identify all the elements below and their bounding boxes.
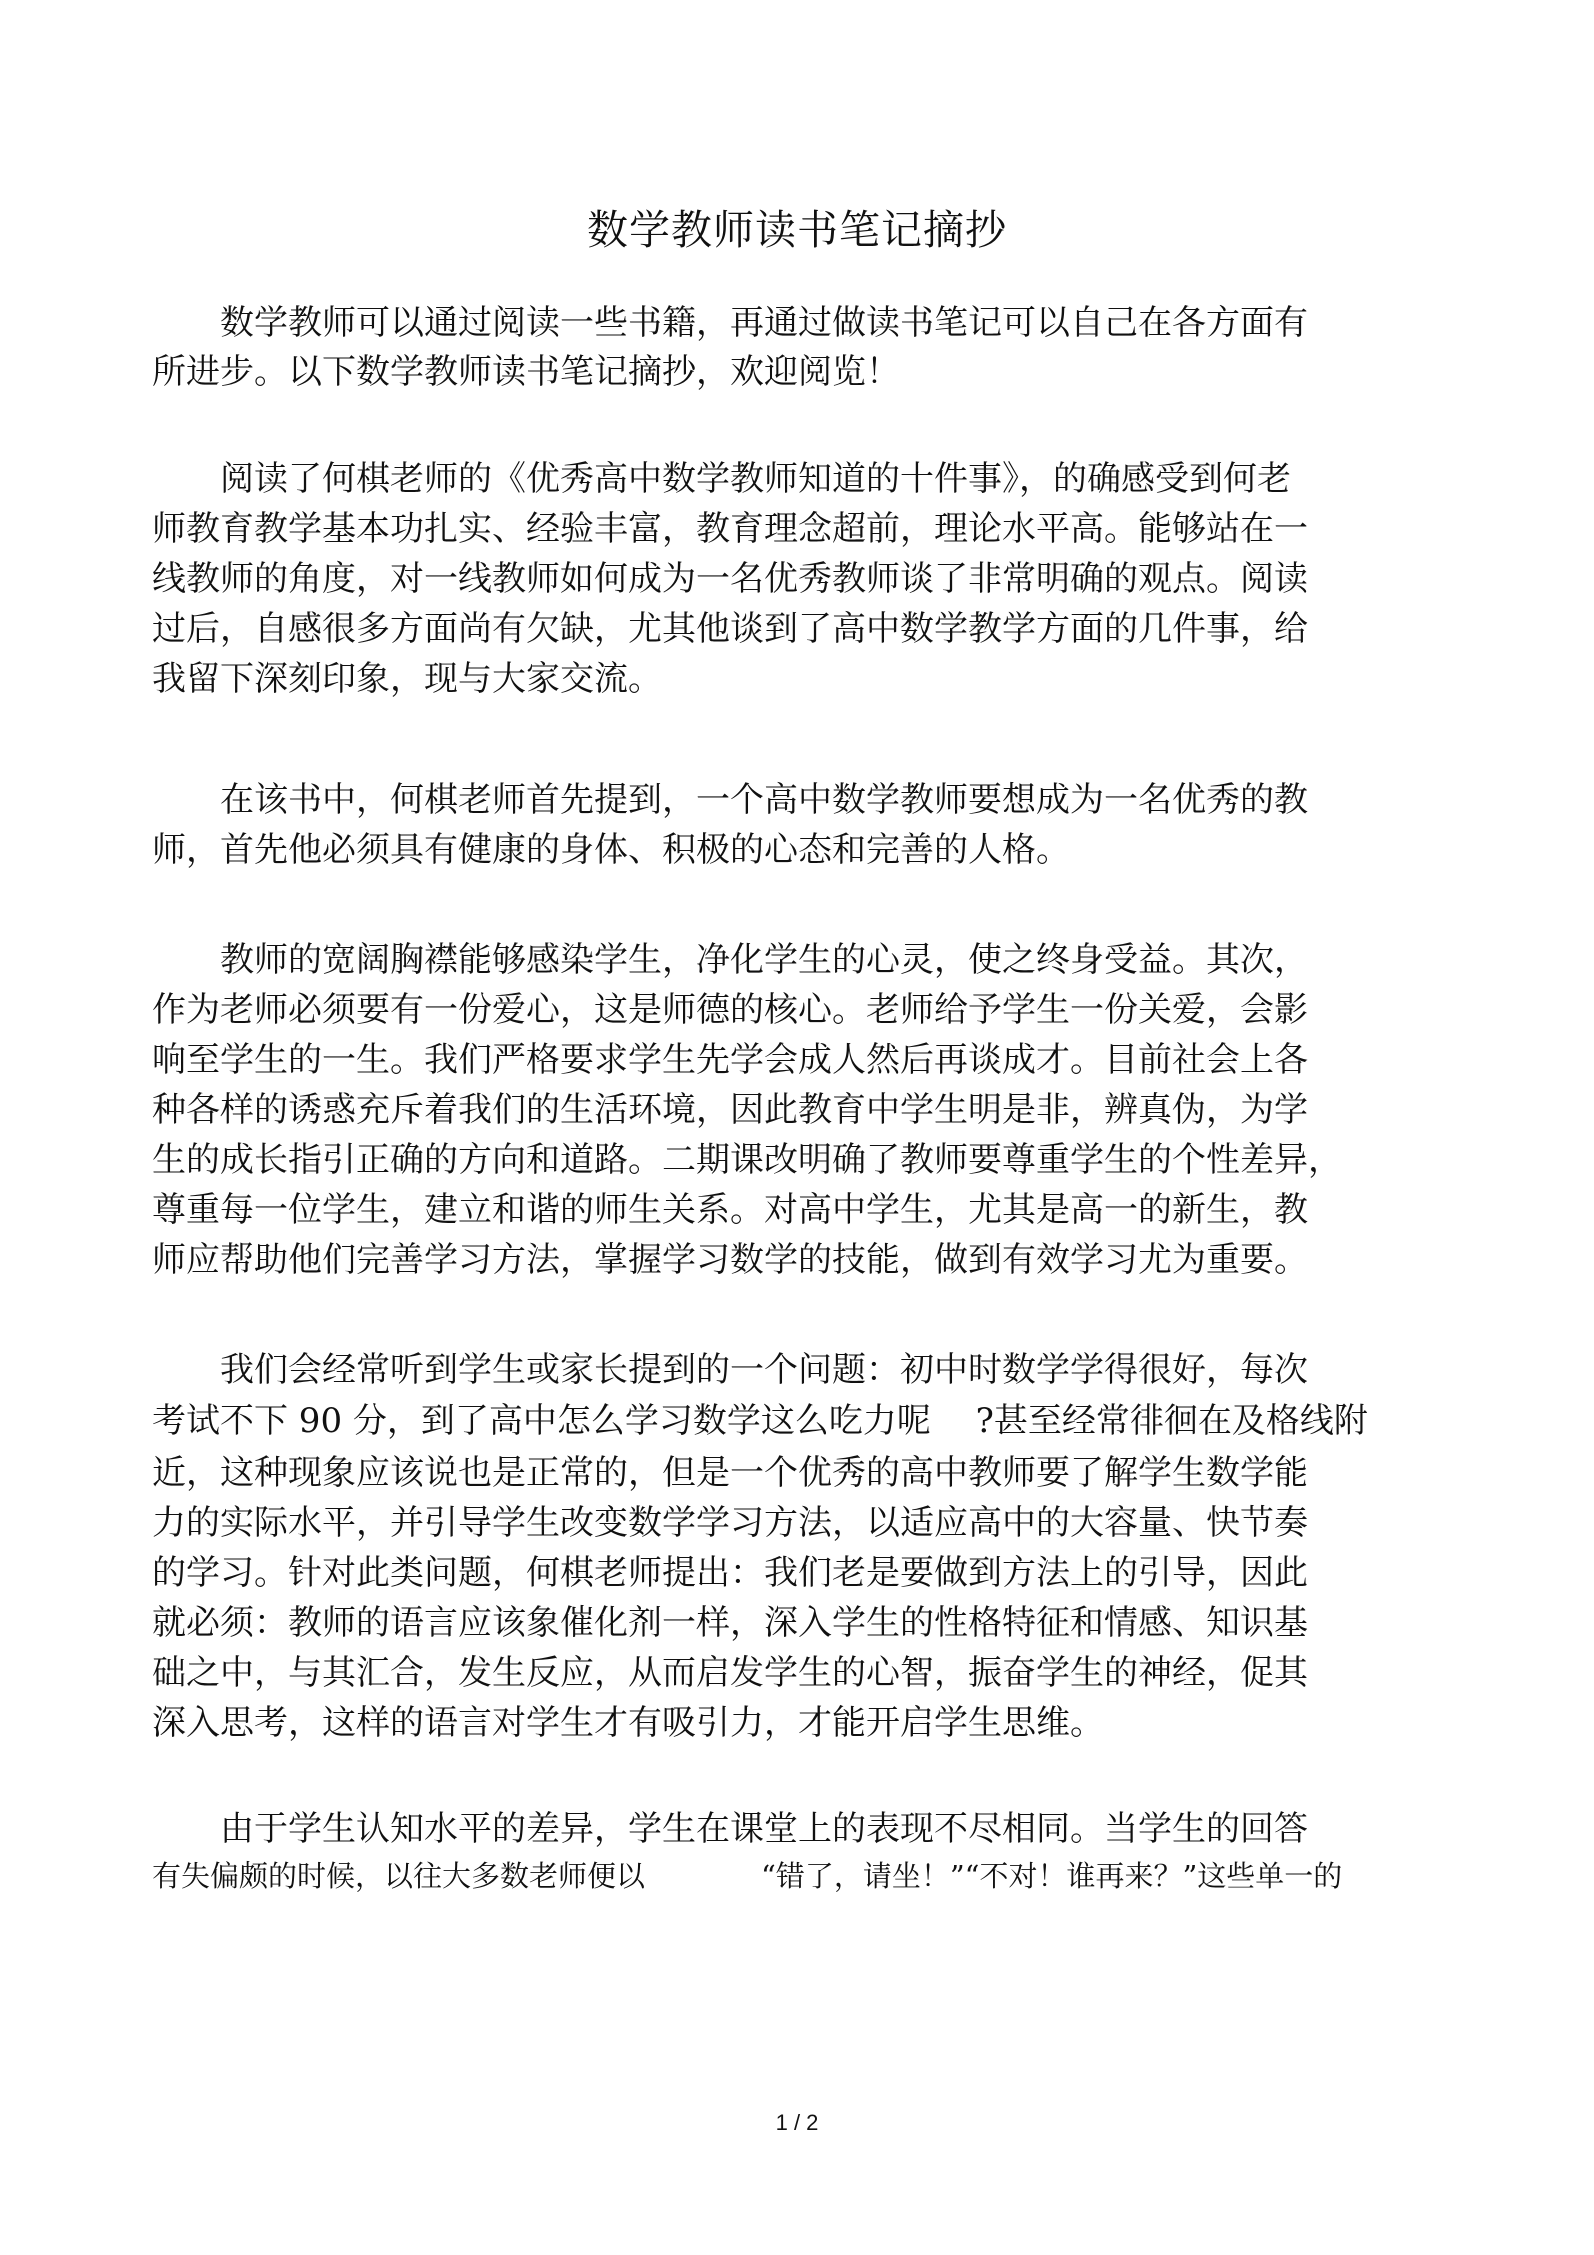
document-title: 数学教师读书笔记摘抄 — [587, 206, 1007, 254]
page-number: 1 / 2 — [775, 2110, 819, 2135]
paragraph-4-line-3: 响至学生的一生。我们严格要求学生先学会成人然后再谈成才。目前社会上各 — [152, 1040, 1308, 1080]
paragraph-5-line-2: 考试不下 90 分，到了高中怎么学习数学这么吃力呢 ?甚至经常徘徊在及格线附 — [152, 1401, 1368, 1441]
paragraph-2-line-3: 线教师的角度，对一线教师如何成为一名优秀教师谈了非常明确的观点。阅读 — [152, 559, 1308, 599]
paragraph-1-line-2: 所进步。以下数学教师读书笔记摘抄，欢迎阅览！ — [152, 352, 900, 392]
paragraph-4-line-5: 生的成长指引正确的方向和道路。二期课改明确了教师要尊重学生的个性差异， — [152, 1140, 1342, 1180]
paragraph-5-line-5: 的学习。针对此类问题，何棋老师提出：我们老是要做到方法上的引导，因此 — [152, 1553, 1308, 1593]
paragraph-5-line-4: 力的实际水平，并引导学生改变数学学习方法，以适应高中的大容量、快节奏 — [152, 1503, 1308, 1543]
paragraph-6-line-1: 由于学生认知水平的差异，学生在课堂上的表现不尽相同。当学生的回答 — [220, 1809, 1308, 1849]
paragraph-2-line-5: 我留下深刻印象，现与大家交流。 — [152, 659, 662, 699]
paragraph-4-line-7: 师应帮助他们完善学习方法，掌握学习数学的技能，做到有效学习尤为重要。 — [152, 1240, 1308, 1280]
paragraph-4-line-4: 种各样的诱惑充斥着我们的生活环境，因此教育中学生明是非，辨真伪，为学 — [152, 1090, 1308, 1130]
paragraph-2-line-2: 师教育教学基本功扎实、经验丰富，教育理念超前，理论水平高。能够站在一 — [152, 509, 1308, 549]
paragraph-4-line-2: 作为老师必须要有一份爱心，这是师德的核心。老师给予学生一份关爱，会影 — [152, 990, 1308, 1030]
paragraph-5-line-1: 我们会经常听到学生或家长提到的一个问题：初中时数学学得很好，每次 — [220, 1350, 1308, 1390]
paragraph-4-line-1: 教师的宽阔胸襟能够感染学生，净化学生的心灵，使之终身受益。其次， — [220, 940, 1308, 980]
paragraph-5-line-3: 近，这种现象应该说也是正常的，但是一个优秀的高中教师要了解学生数学能 — [152, 1453, 1308, 1493]
paragraph-3-line-1: 在该书中，何棋老师首先提到，一个高中数学教师要想成为一名优秀的教 — [220, 780, 1308, 820]
paragraph-5-line-6: 就必须：教师的语言应该象催化剂一样，深入学生的性格特征和情感、知识基 — [152, 1603, 1308, 1643]
paragraph-6-line-2: 有失偏颇的时候，以往大多数老师便以 “错了，请坐！”“不对！谁再来？”这些单一的 — [152, 1859, 1343, 1893]
paragraph-4-line-6: 尊重每一位学生，建立和谐的师生关系。对高中学生，尤其是高一的新生，教 — [152, 1190, 1308, 1230]
paragraph-5-line-7: 础之中，与其汇合，发生反应，从而启发学生的心智，振奋学生的神经，促其 — [152, 1653, 1308, 1693]
paragraph-2-line-4: 过后，自感很多方面尚有欠缺，尤其他谈到了高中数学教学方面的几件事，给 — [152, 609, 1308, 649]
paragraph-1-line-1: 数学教师可以通过阅读一些书籍，再通过做读书笔记可以自己在各方面有 — [220, 303, 1308, 343]
paragraph-5-line-8: 深入思考，这样的语言对学生才有吸引力，才能开启学生思维。 — [152, 1703, 1104, 1743]
paragraph-2-line-1: 阅读了何棋老师的《优秀高中数学教师知道的十件事》，的确感受到何老 — [220, 459, 1291, 499]
paragraph-3-line-2: 师，首先他必须具有健康的身体、积极的心态和完善的人格。 — [152, 830, 1070, 870]
